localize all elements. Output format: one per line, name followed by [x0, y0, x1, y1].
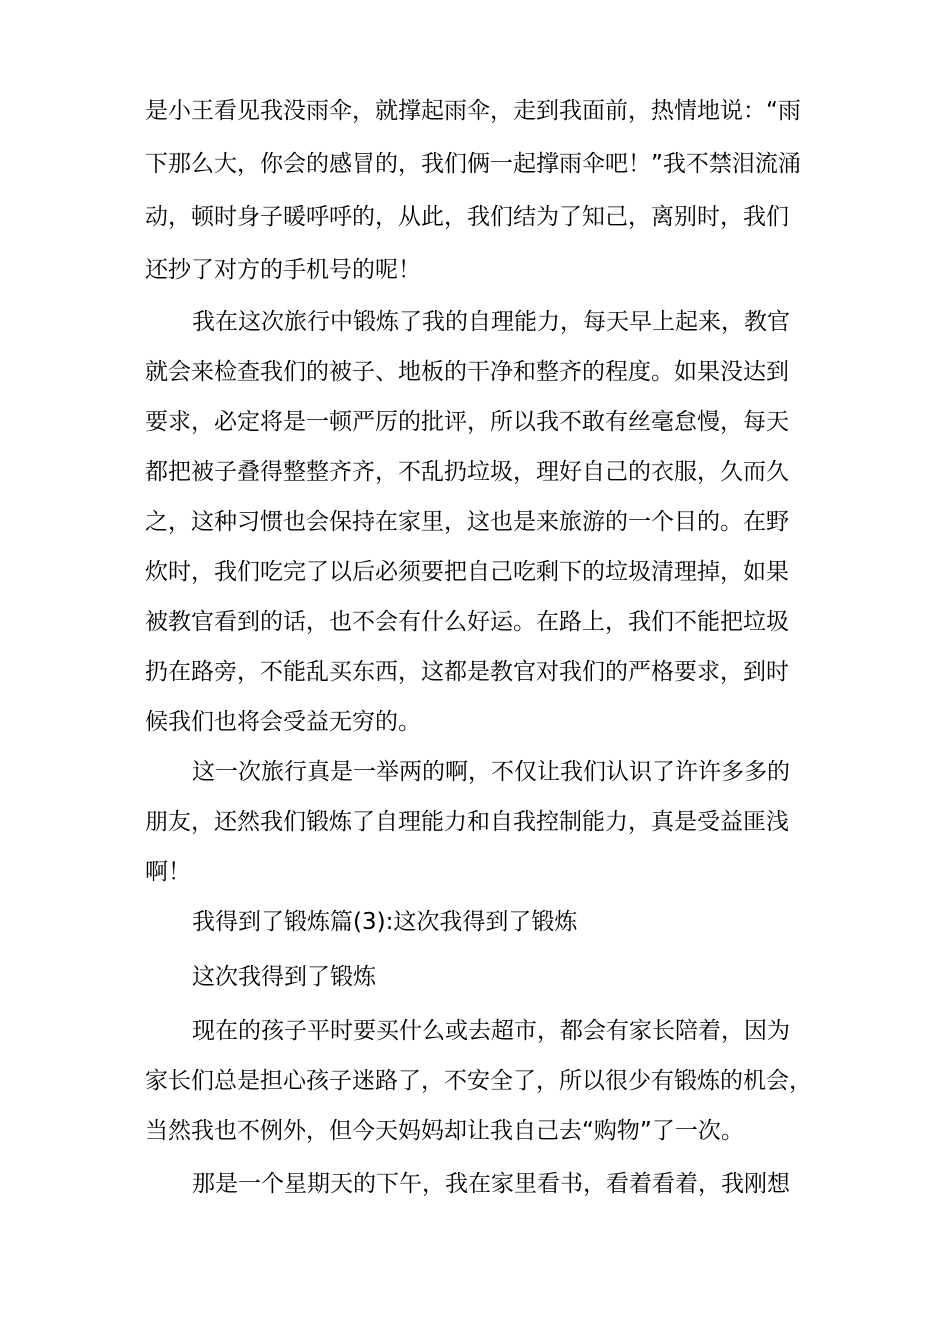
- text-line: 是小王看见我没雨伞，就撑起雨伞，走到我面前，热情地说：“雨: [145, 98, 801, 124]
- text-line: 朋友，还然我们锻炼了自理能力和自我控制能力，真是受益匪浅: [145, 809, 789, 835]
- paragraph-first-line: 那是一个星期天的下午，我在家里看书，看着看着，我刚想: [192, 1171, 790, 1197]
- paragraph-first-line: 我在这次旅行中锻炼了我的自理能力，每天早上起来，教官: [192, 309, 790, 335]
- text-line: 当然我也不例外，但今天妈妈却让我自己去“购物”了一次。: [145, 1118, 744, 1144]
- text-line: 啊！: [145, 859, 191, 885]
- text-line: 下那么大，你会的感冒的，我们俩一起撑雨伞吧！”我不禁泪流涌: [145, 151, 801, 177]
- text-line: 候我们也将会受益无穷的。: [145, 709, 421, 735]
- section-heading: 我得到了锻炼篇(3):这次我得到了锻炼: [192, 909, 578, 935]
- article-title: 这次我得到了锻炼: [192, 964, 376, 990]
- text-line: 还抄了对方的手机号的呢！: [145, 257, 421, 283]
- text-line: 被教官看到的话，也不会有什么好运。在路上，我们不能把垃圾: [145, 609, 789, 635]
- paragraph-first-line: 现在的孩子平时要买什么或去超市，都会有家长陪着，因为: [192, 1018, 790, 1044]
- text-line: 就会来检查我们的被子、地板的干净和整齐的程度。如果没达到: [145, 359, 789, 385]
- text-line: 之，这种习惯也会保持在家里，这也是来旅游的一个目的。在野: [145, 509, 789, 535]
- text-line: 都把被子叠得整整齐齐，不乱扔垃圾，理好自己的衣服，久而久: [145, 459, 789, 485]
- text-line: 扔在路旁，不能乱买东西，这都是教官对我们的严格要求，到时: [145, 659, 789, 685]
- text-line: 炊时，我们吃完了以后必须要把自己吃剩下的垃圾清理掉，如果: [145, 559, 789, 585]
- text-line: 要求，必定将是一顿严厉的批评，所以我不敢有丝毫怠慢，每天: [145, 409, 789, 435]
- document-body: [145, 86, 825, 1236]
- text-line: 家长们总是担心孩子迷路了，不安全了，所以很少有锻炼的机会，: [145, 1068, 812, 1094]
- text-line: 动，顿时身子暖呼呼的，从此，我们结为了知己，离别时，我们: [145, 204, 789, 230]
- paragraph-first-line: 这一次旅行真是一举两的啊，不仅让我们认识了许许多多的: [192, 759, 790, 785]
